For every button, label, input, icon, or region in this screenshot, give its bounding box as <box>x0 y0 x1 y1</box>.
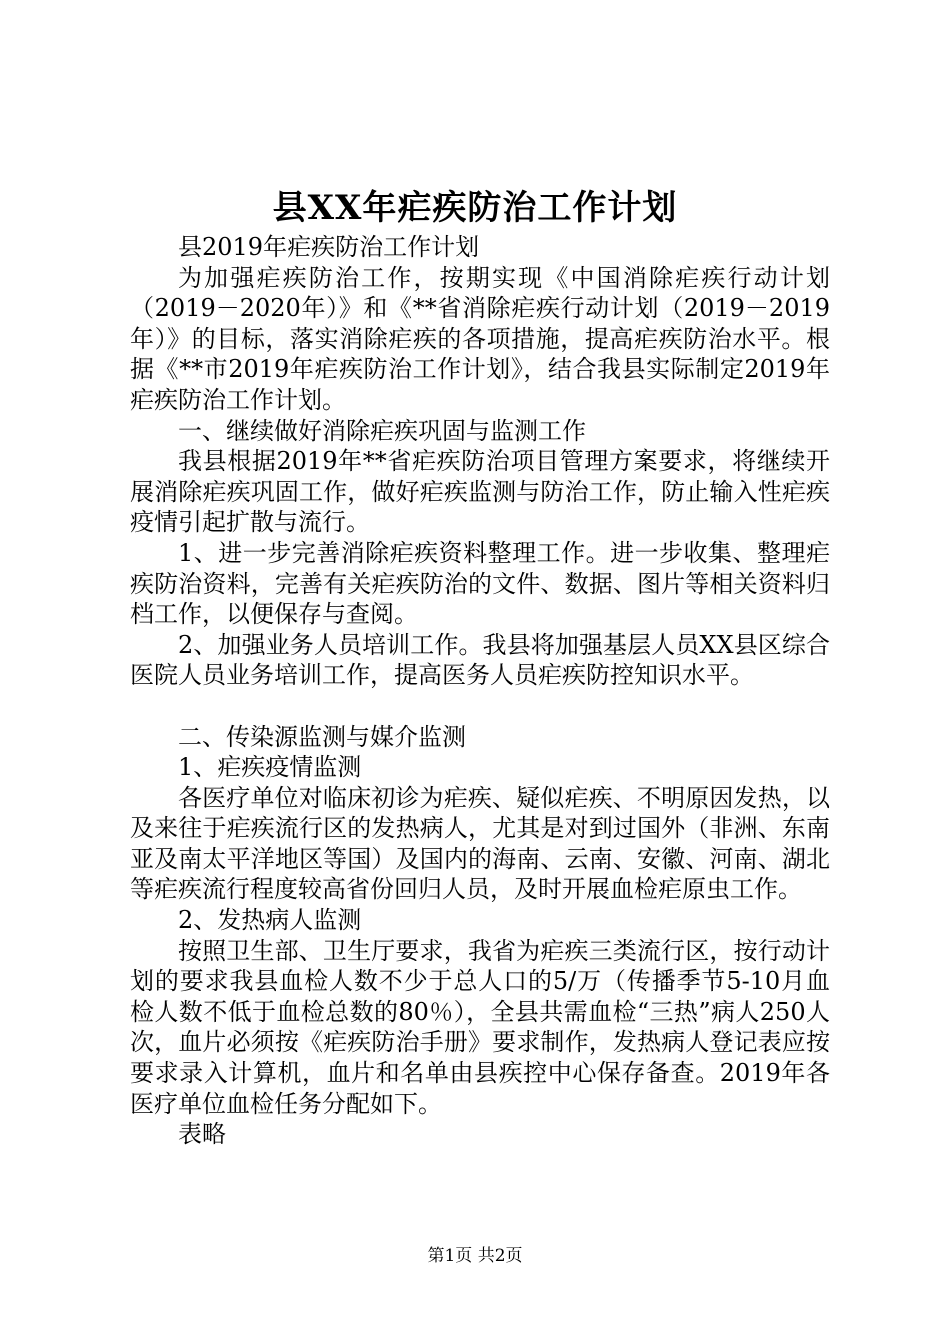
item-2-2-paragraph: 按照卫生部、卫生厅要求，我省为疟疾三类流行区，按行动计划的要求我县血检人数不少于总人口的5/万（传播季节5-10月血检人数不低于血检总数的80％），全县共需血检“三热”病人250人次，血片必须按《疟疾防治手册》要求制作，发热病人登记表应按要求录入计算机，血片和名单由县疾控中心保存备查。2019年各医疗单位血检任务分配如下。 <box>130 936 830 1118</box>
table-omitted-note: 表略 <box>178 1120 226 1149</box>
item-2-1-paragraph: 各医疗单位对临床初诊为疟疾、疑似疟疾、不明原因发热，以及来往于疟疾流行区的发热病人，尤其是对到过国外（非洲、东南亚及南太平洋地区等国）及国内的海南、云南、安徽、河南、湖北等疟疾流行程度较高省份回归人员，及时开展血检疟原虫工作。 <box>130 783 830 904</box>
item-1-2-paragraph: 2、加强业务人员培训工作。我县将加强基层人员XX县区综合医院人员业务培训工作，提高医务人员疟疾防控知识水平。 <box>130 630 830 690</box>
blank-line <box>130 691 830 722</box>
item-1-1-paragraph: 1、进一步完善消除疟疾资料整理工作。进一步收集、整理疟疾防治资料，完善有关疟疾防治的文件、数据、图片等相关资料归档工作，以便保存与查阅。 <box>130 538 830 629</box>
subheading-2-2: 2、发热病人监测 <box>178 906 362 935</box>
section-1-paragraph: 我县根据2019年**省疟疾防治项目管理方案要求，将继续开展消除疟疾巩固工作，做好疟疾监测与防治工作，防止输入性疟疾疫情引起扩散与流行。 <box>130 447 830 537</box>
subtitle-paragraph: 县2019年疟疾防治工作计划 <box>178 233 480 261</box>
document-body <box>130 232 830 1150</box>
subheading-2-1: 1、疟疾疫情监测 <box>178 753 362 782</box>
intro-paragraph: 为加强疟疾防治工作，按期实现《中国消除疟疾行动计划（2019－2020年）》和《**省消除疟疾行动计划（2019－2019年）》的目标，落实消除疟疾的各项措施，提高疟疾防治水平。根据《**市2019年疟疾防治工作计划》，结合我县实际制定2019年疟疾防治工作计划。 <box>130 263 830 414</box>
document-title: 县XX年疟疾防治工作计划 <box>272 188 678 228</box>
section-heading-1: 一、继续做好消除疟疾巩固与监测工作 <box>178 416 586 445</box>
page-footer: 第1页 共2页 <box>427 1246 523 1266</box>
section-heading-2: 二、传染源监测与媒介监测 <box>178 722 466 751</box>
